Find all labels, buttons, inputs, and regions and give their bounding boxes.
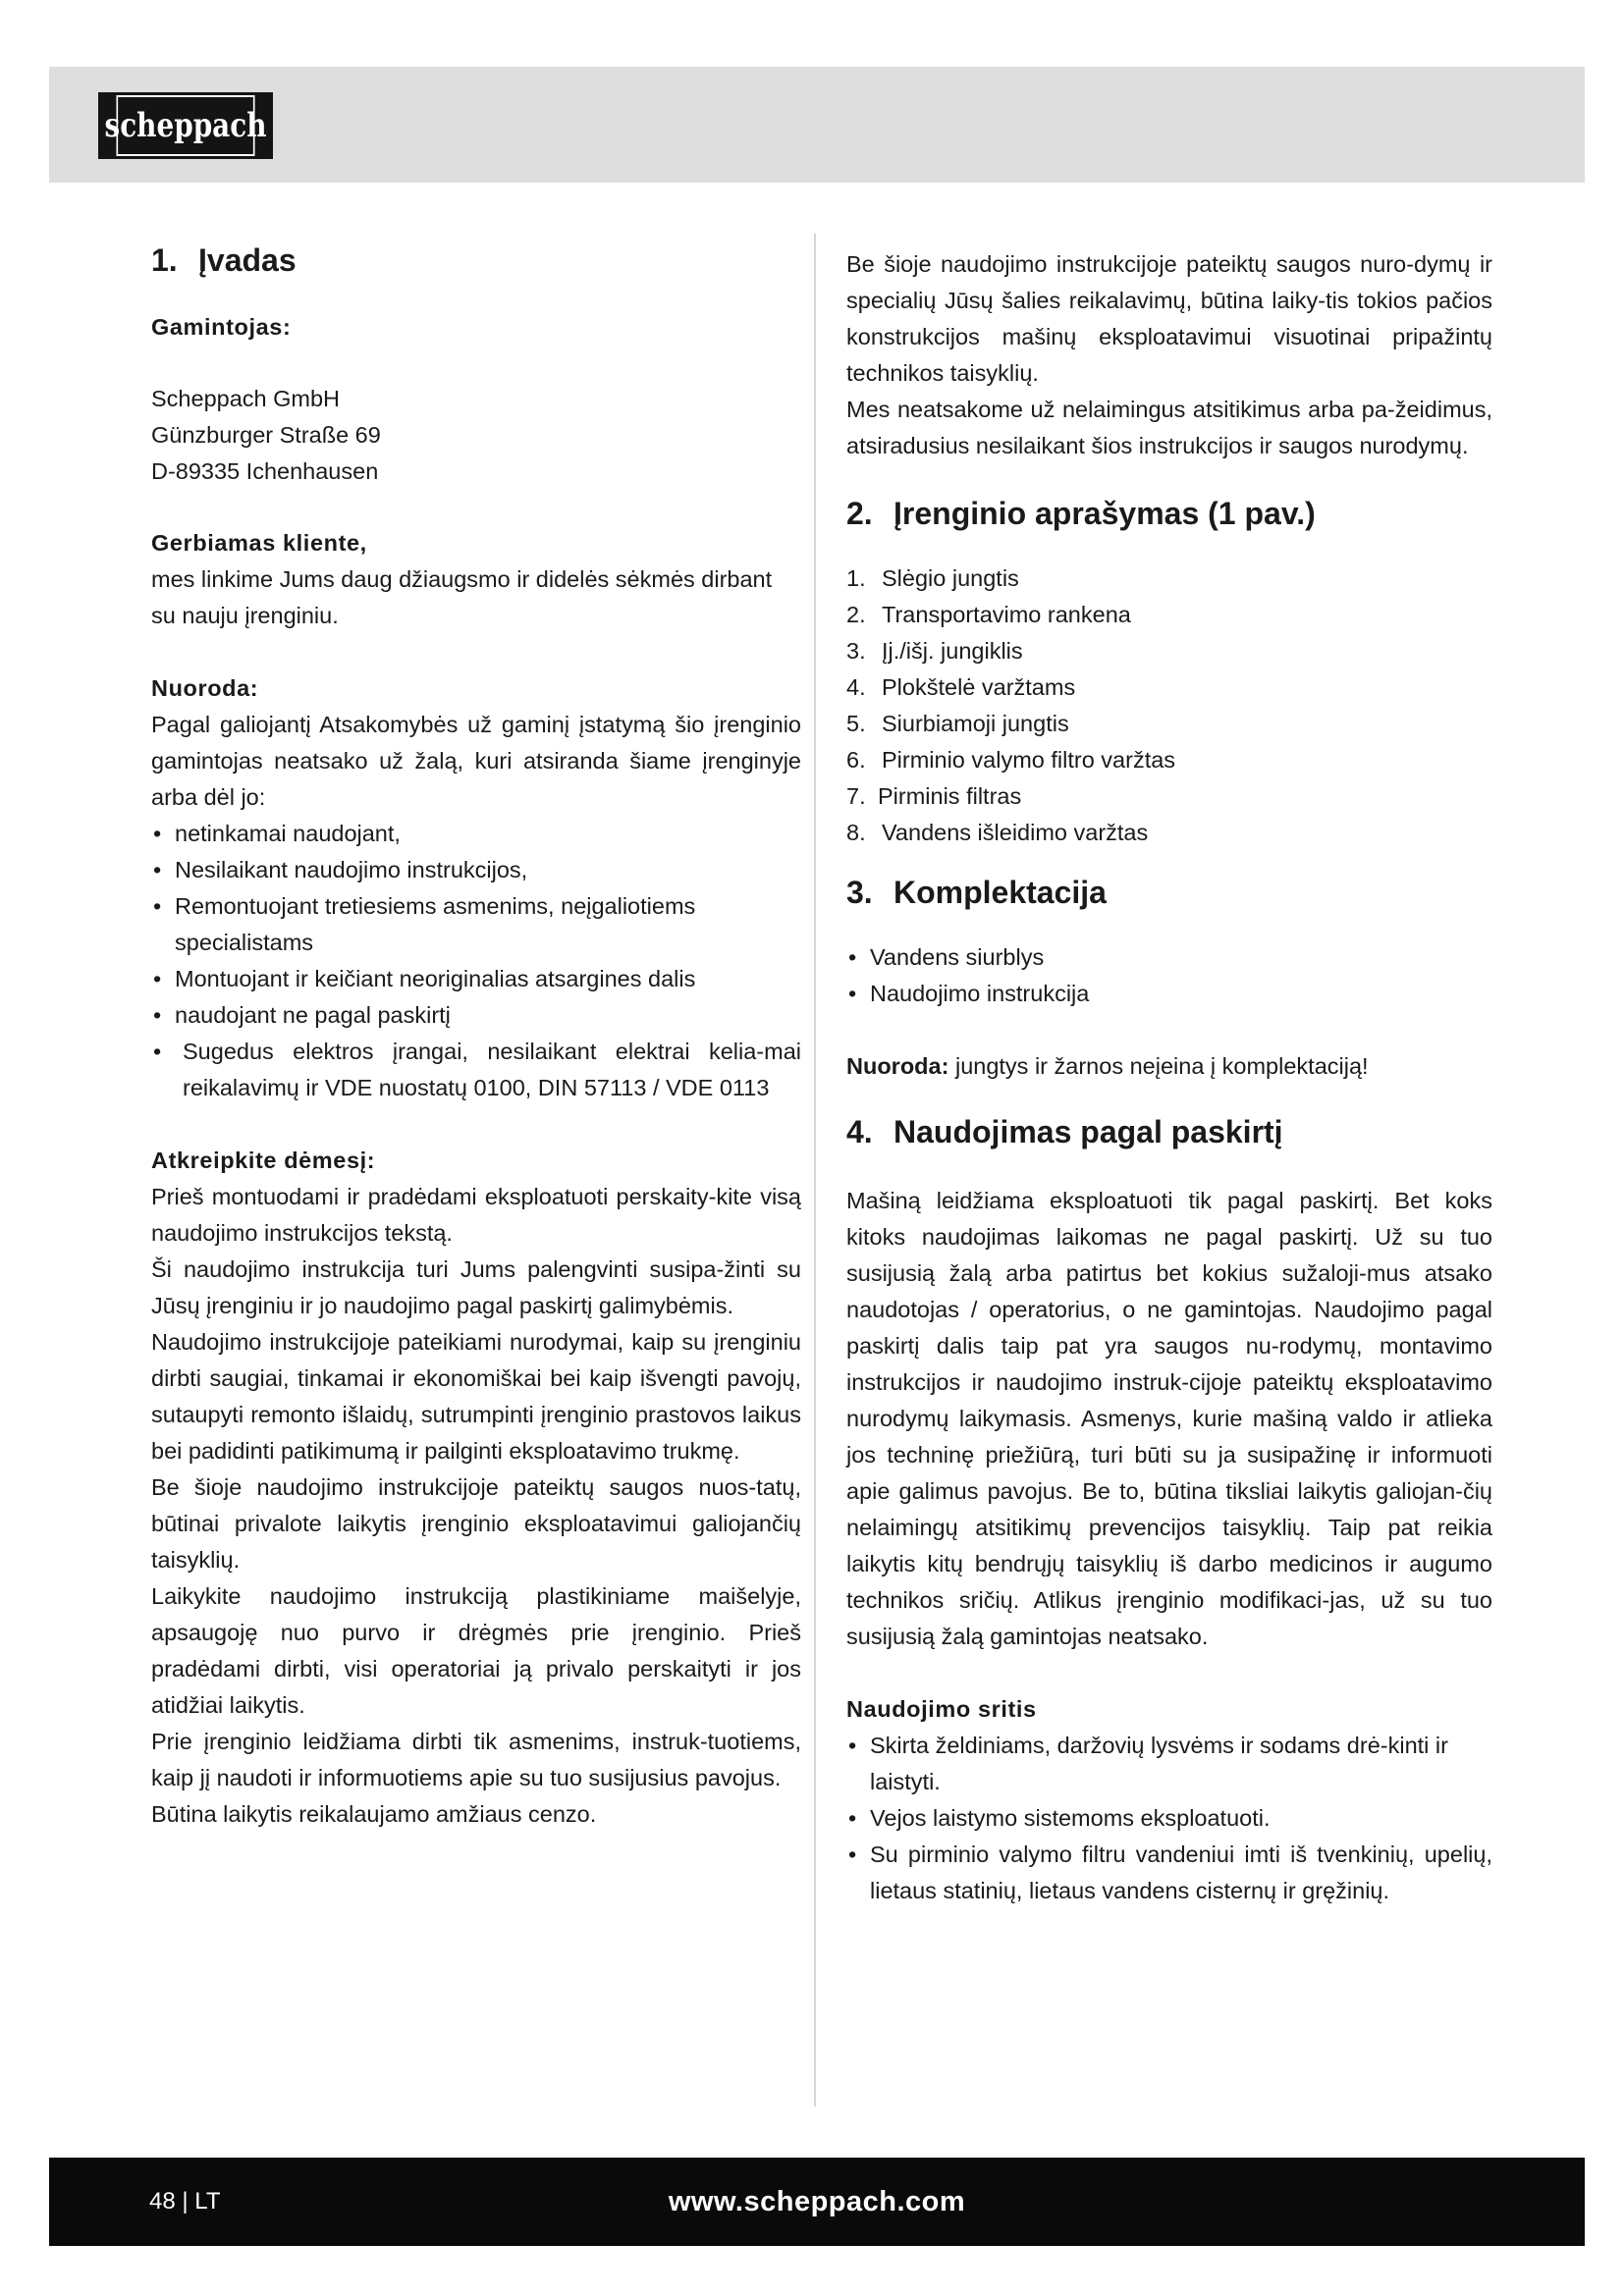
item-number: 5. xyxy=(846,711,866,736)
list-item: • Vejos laistymo sistemoms eksploatuoti. xyxy=(846,1800,1492,1837)
item-number: 1. xyxy=(846,565,866,591)
address-line: Scheppach GmbH xyxy=(151,386,341,411)
scope-label: Naudojimo sritis xyxy=(846,1696,1037,1722)
item-number: 3. xyxy=(846,638,866,664)
footer-bar xyxy=(49,2158,1585,2246)
attention-paragraph: Ši naudojimo instrukcija turi Jums palengvinti susipa-žinti su Jūsų įrenginiu ir jo naudojimo pagal paskirtį galimybėmis. xyxy=(151,1256,801,1318)
item-text: Siurbiamoji jungtis xyxy=(882,711,1069,736)
liability-list xyxy=(151,816,801,1106)
section-title: Komplektacija xyxy=(893,875,1107,910)
dear-customer-text: mes linkime Jums daug džiaugsmo ir didelės sėkmės dirbant su nauju įrenginiu. xyxy=(151,566,773,628)
scope-list xyxy=(846,1728,1492,1909)
item-number: 4. xyxy=(846,674,866,700)
parts-list xyxy=(846,561,1492,851)
manufacturer-label: Gamintojas: xyxy=(151,314,292,340)
section-2-heading xyxy=(846,492,1492,535)
scheppach-logo xyxy=(98,92,273,159)
attention-paragraph: Laikykite naudojimo instrukciją plastikiniame maišelyje, apsaugoję nuo purvo ir drėgmės prie įrenginio. Prieš pradėdami dirbti, visi operatoriai ją privalo perskaityti ir jos atidžiai laikytis. xyxy=(151,1583,801,1718)
left-column xyxy=(151,236,801,1833)
section-title: Įrenginio aprašymas (1 pav.) xyxy=(893,496,1316,531)
list-item xyxy=(846,597,1492,633)
dear-customer-label: Gerbiamas kliente, xyxy=(151,530,367,556)
delivery-note xyxy=(846,1048,1492,1085)
item-number: 8. xyxy=(846,820,866,845)
attention-paragraph: Prieš montuodami ir pradėdami eksploatuoti perskaity-kite visą naudojimo instrukcijos tekstą. xyxy=(151,1184,801,1246)
list-item: • Su pirminio valymo filtru vandeniui imti iš tvenkinių, upelių, lietaus statinių, lietaus vandens cisternų ir gręžinių. xyxy=(846,1837,1492,1909)
item-text: Transportavimo rankena xyxy=(882,602,1131,627)
address-line: D-89335 Ichenhausen xyxy=(151,458,379,484)
item-text: Pirminis filtras xyxy=(878,783,1022,809)
column-divider xyxy=(814,234,816,2107)
section-1-heading xyxy=(151,239,801,282)
attention-label: Atkreipkite dėmesį: xyxy=(151,1148,376,1173)
section-4-heading xyxy=(846,1110,1492,1153)
list-item: • Vandens siurblys xyxy=(846,939,1492,976)
intro-paragraph: Mes neatsakome už nelaimingus atsitikimus arba pa-žeidimus, atsiradusius nesilaikant šios instrukcijos ir saugos nurodymų. xyxy=(846,397,1492,458)
item-text: Įj./išj. jungiklis xyxy=(882,638,1023,664)
list-item xyxy=(846,742,1492,778)
item-number: 2. xyxy=(846,602,866,627)
list-item xyxy=(846,815,1492,851)
list-item xyxy=(846,706,1492,742)
list-item: • Sugedus elektros įrangai, nesilaikant elektrai kelia-mai reikalavimų ir VDE nuostatų 0100, DIN 57113 / VDE 0113 xyxy=(151,1034,801,1106)
list-item: • netinkamai naudojant, xyxy=(151,816,801,852)
delivery-list xyxy=(846,939,1492,1012)
page-number: 48 | LT xyxy=(149,2188,221,2215)
item-number: 6. xyxy=(846,747,866,773)
item-text: Vandens išleidimo varžtas xyxy=(882,820,1149,845)
section-number: 2. xyxy=(846,496,873,531)
intro-paragraph: Be šioje naudojimo instrukcijoje pateiktų saugos nuro-dymų ir specialių Jūsų šalies reikalavimų, būtina laiky-tis tokios pačios konstrukcijos mašinų eksploatavimui visuotinai pripažintų technikos taisyklių. xyxy=(846,251,1492,386)
note-label: Nuoroda: xyxy=(846,1053,949,1079)
attention-paragraph: Naudojimo instrukcijoje pateikiami nurodymai, kaip su įrenginiu dirbti saugiai, tinkamai ir ekonomiškai bei kaip išvengti pavojų, sutaupyti remonto išlaidų, sutrumpinti įrenginio prastovos laikus bei padidinti patikimumą ir pailginti eksploatavimo trukmę. xyxy=(151,1329,801,1464)
note-label: Nuoroda: xyxy=(151,675,259,701)
note-text: jungtys ir žarnos neįeina į komplektaciją! xyxy=(948,1053,1369,1079)
item-text: Plokštelė varžtams xyxy=(882,674,1076,700)
list-item xyxy=(846,778,1492,815)
section-number: 3. xyxy=(846,875,873,910)
section-3-heading xyxy=(846,871,1492,914)
list-item: • Naudojimo instrukcija xyxy=(846,976,1492,1012)
intended-use-paragraph: Mašiną leidžiama eksploatuoti tik pagal paskirtį. Bet koks kitoks naudojimas laikomas ne pagal paskirtį. Už su tuo susijusią žalą arba patirtus bet kokius sužaloji-mus atsako naudotojas / operatorius, o ne gamintojas. Naudojimo pagal paskirtį dalis taip pat yra saugos nu-rodymų, montavimo instrukcijos ir naudojimo instruk-cijoje pateiktų eksploatavimo nurodymų laikymasis. Asmenys, kurie mašiną valdo ir atlieka jos techninę priežiūrą, turi būti su ja susipažinę ir informuoti apie galimus pavojus. Be to, būtina tiksliai laikytis galiojan-čių nelaimingų atsitikimų prevencijos taisyklių. Taip pat reikia laikytis kitų bendrųjų taisyklių iš darbo medicinos ir augumo technikos sričių. Atlikus įrenginio modifikaci-jas, už su tuo susijusią žalą gamintojas neatsako. xyxy=(846,1188,1492,1649)
list-item: • Skirta želdiniams, daržovių lysvėms ir sodams drė-kinti ir laistyti. xyxy=(846,1728,1492,1800)
list-item: • naudojant ne pagal paskirtį xyxy=(151,997,801,1034)
item-number: 7. xyxy=(846,783,866,809)
section-title: Įvadas xyxy=(198,242,297,278)
logo-text: scheppach xyxy=(116,95,254,156)
website-link[interactable]: www.scheppach.com xyxy=(668,2186,966,2217)
list-item: • Montuojant ir keičiant neoriginalias atsargines dalis xyxy=(151,961,801,997)
section-number: 4. xyxy=(846,1114,873,1149)
list-item: • Remontuojant tretiesiems asmenims, neįgaliotiems specialistams xyxy=(151,888,801,961)
section-title: Naudojimas pagal paskirtį xyxy=(893,1114,1283,1149)
list-item: • Nesilaikant naudojimo instrukcijos, xyxy=(151,852,801,888)
section-number: 1. xyxy=(151,242,178,278)
list-item xyxy=(846,561,1492,597)
attention-paragraph: Prie įrenginio leidžiama dirbti tik asmenims, instruk-tuotiems, kaip jį naudoti ir informuotiems apie su tuo susijusius pavojus. xyxy=(151,1729,801,1790)
item-text: Pirminio valymo filtro varžtas xyxy=(882,747,1176,773)
header-bar xyxy=(49,67,1585,183)
list-item xyxy=(846,669,1492,706)
note-text: Pagal galiojantį Atsakomybės už gaminį įstatymą šio įrenginio gamintojas neatsako už žalą, kuri atsiranda šiame įrenginyje arba dėl jo: xyxy=(151,712,801,810)
item-text: Slėgio jungtis xyxy=(882,565,1019,591)
right-column xyxy=(846,246,1492,1909)
attention-paragraph: Būtina laikytis reikalaujamo amžiaus cenzo. xyxy=(151,1801,597,1827)
address-line: Günzburger Straße 69 xyxy=(151,422,381,448)
attention-paragraph: Be šioje naudojimo instrukcijoje pateiktų saugos nuos-tatų, būtinai privalote laikytis įrenginio eksploatavimui galiojančių taisyklių. xyxy=(151,1474,801,1573)
list-item xyxy=(846,633,1492,669)
